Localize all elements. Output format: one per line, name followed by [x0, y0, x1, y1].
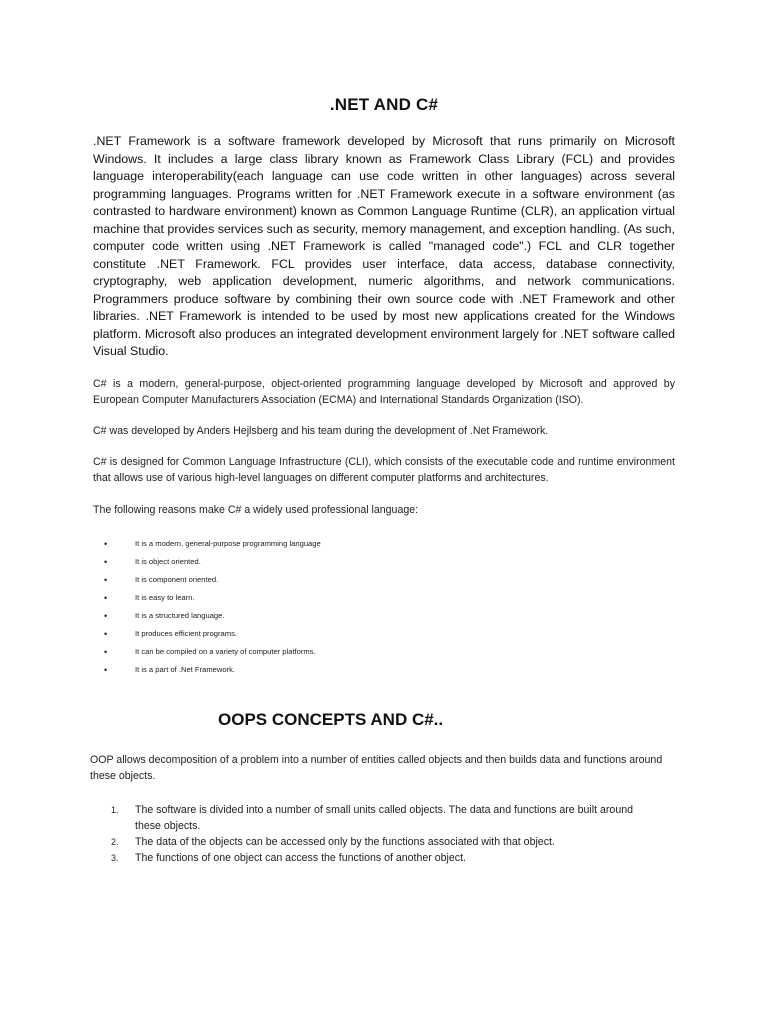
- bullet-icon: •: [104, 611, 108, 621]
- heading-net-and-csharp: .NET AND C#: [329, 95, 439, 114]
- list-item: [104, 592, 321, 610]
- paragraph-csharp-cli: C# is designed for Common Language Infrastructure (CLI), which consists of the executable code and runtime environment that allows use of various high-level languages on different computer platforms and architectures.: [93, 456, 675, 484]
- list-number: 3.: [111, 853, 119, 863]
- list-item: [104, 646, 321, 664]
- list-item: [104, 538, 321, 556]
- bullet-icon: •: [104, 557, 108, 567]
- bullet-icon: •: [104, 629, 108, 639]
- list-item: [104, 628, 321, 646]
- list-item-text: It is easy to learn.: [135, 593, 195, 602]
- bullet-icon: •: [104, 539, 108, 549]
- list-item: [104, 556, 321, 574]
- list-item-text: It produces efficient programs.: [135, 629, 238, 638]
- bullet-icon: •: [104, 575, 108, 585]
- list-number: 1.: [111, 805, 119, 815]
- list-item: [104, 574, 321, 592]
- heading-oops-concepts: OOPS CONCEPTS AND C#..: [218, 710, 444, 729]
- list-item-text: The functions of one object can access the functions of another object.: [135, 852, 466, 864]
- paragraph-reasons-intro: The following reasons make C# a widely used professional language:: [93, 504, 419, 516]
- bullet-icon: •: [104, 593, 108, 603]
- paragraph-csharp-history: C# was developed by Anders Hejlsberg and his team during the development of .Net Framework.: [93, 425, 549, 437]
- list-item-text: It is object oriented.: [135, 557, 201, 566]
- list-item: [104, 610, 321, 628]
- list-item: [111, 834, 671, 850]
- list-item-text: The software is divided into a number of small units called objects. The data and functions are built around these objects.: [135, 804, 633, 832]
- list-item: [104, 664, 321, 682]
- paragraph-csharp-intro: C# is a modern, general-purpose, object-oriented programming language developed by Microsoft and approved by European Computer Manufacturers Association (ECMA) and International Standards Organization (ISO).: [93, 378, 675, 406]
- paragraph-net-framework: .NET Framework is a software framework developed by Microsoft that runs primarily on Microsoft Windows. It includes a large class library known as Framework Class Library (FCL) and provides language interoperability(each language can use code written in other languages) across several programming languages. Programs written for .NET Framework execute in a software environment (as contrasted to hardware environment) known as Common Language Runtime (CLR), an application virtual machine that provides services such as security, memory management, and exception handling. (As such, computer code written using .NET Framework is called "managed code".) FCL and CLR together constitute .NET Framework. FCL provides user interface, data access, database connectivity, cryptography, web application development, numeric algorithms, and network communications. Programmers produce software by combining their own source code with .NET Framework and other libraries. .NET Framework is intended to be used by most new applications created for the Windows platform. Microsoft also produces an integrated development environment largely for .NET software called Visual Studio.: [93, 134, 675, 358]
- bullet-icon: •: [104, 665, 108, 675]
- list-item-text: The data of the objects can be accessed only by the functions associated with that object.: [135, 836, 555, 848]
- list-item: [111, 850, 671, 866]
- list-item-text: It can be compiled on a variety of computer platforms.: [135, 647, 316, 656]
- list-item-text: It is a modern, general-purpose programming language: [135, 539, 321, 548]
- oop-points-list: [111, 802, 671, 866]
- list-item-text: It is a part of .Net Framework.: [135, 665, 236, 674]
- list-item-text: It is a structured language.: [135, 611, 225, 620]
- list-item: [111, 802, 671, 834]
- reasons-list: [104, 538, 321, 682]
- paragraph-oop-intro: OOP allows decomposition of a problem into a number of entities called objects and then builds data and functions around these objects.: [90, 754, 663, 782]
- list-item-text: It is component oriented.: [135, 575, 219, 584]
- list-number: 2.: [111, 837, 119, 847]
- bullet-icon: •: [104, 647, 108, 657]
